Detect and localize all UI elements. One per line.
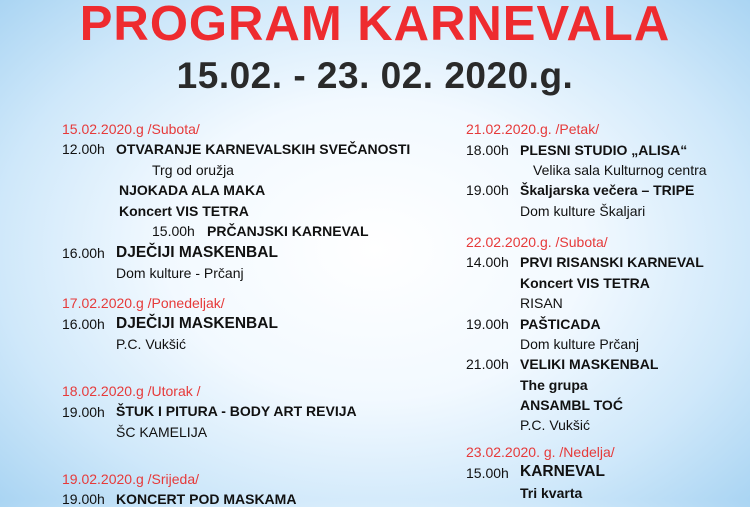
event-location: Dom kulture Škaljari <box>520 203 646 219</box>
event-title: DJEČIJI MASKENBAL <box>116 315 278 332</box>
event-title: PAŠTICADA <box>520 316 601 332</box>
event-location: Dom kulture - Prčanj <box>116 265 244 281</box>
event-location: Dom kulture Prčanj <box>520 336 640 352</box>
page-title: PROGRAM KARNEVALA <box>79 0 671 51</box>
event-time: 19.00h <box>466 316 509 332</box>
event-time: 15.00h <box>466 465 509 481</box>
day-date: 18.02.2020.g /Utorak / <box>62 383 201 399</box>
day-date: 19.02.2020.g /Srijeda/ <box>62 471 199 487</box>
day-date: 21.02.2020.g. /Petak/ <box>466 121 600 137</box>
event-time: 19.00h <box>466 182 509 198</box>
day-date: 15.02.2020.g /Subota/ <box>62 121 200 137</box>
event-title: KONCERT POD MASKAMA <box>116 491 297 507</box>
event-title: Koncert VIS TETRA <box>520 275 650 291</box>
event-title: Škaljarska večera – TRIPE <box>520 182 695 198</box>
event-time: 16.00h <box>62 316 105 332</box>
event-title: ANSAMBL TOĆ <box>520 397 623 413</box>
event-dates: 15.02. - 23. 02. 2020.g. <box>176 55 574 96</box>
event-title: Koncert VIS TETRA <box>119 203 249 219</box>
day-date: 22.02.2020.g. /Subota/ <box>466 234 608 250</box>
day-date: 23.02.2020. g. /Nedelja/ <box>466 444 615 460</box>
event-time: 15.00h <box>152 223 195 239</box>
event-time: 14.00h <box>466 254 509 270</box>
event-title: Tri kvarta <box>520 485 583 501</box>
event-time: 12.00h <box>62 141 105 157</box>
event-location: ŠC KAMELIJA <box>116 424 208 440</box>
event-time: 18.00h <box>466 142 509 158</box>
event-title: OTVARANJE KARNEVALSKIH SVEČANOSTI <box>116 141 411 157</box>
event-title: PRVI RISANSKI KARNEVAL <box>520 254 704 270</box>
day-date: 17.02.2020.g /Ponedeljak/ <box>62 295 225 311</box>
event-title: ŠTUK I PITURA - BODY ART REVIJA <box>116 403 357 419</box>
event-time: 19.00h <box>62 404 105 420</box>
event-title: KARNEVAL <box>520 463 605 480</box>
event-title: DJEČIJI MASKENBAL <box>116 244 278 261</box>
event-title: NJOKADA ALA MAKA <box>119 182 266 198</box>
event-title: The grupa <box>520 377 588 393</box>
event-location: P.C. Vukšić <box>116 336 187 352</box>
event-time: 21.00h <box>466 356 509 372</box>
event-time: 19.00h <box>62 491 105 507</box>
event-title: PRČANJSKI KARNEVAL <box>207 223 369 239</box>
event-title: PLESNI STUDIO „ALISA“ <box>520 142 688 158</box>
event-location: RISAN <box>520 295 563 311</box>
event-title: VELIKI MASKENBAL <box>520 356 659 372</box>
event-location: Trg od oružja <box>152 162 234 178</box>
event-time: 16.00h <box>62 245 105 261</box>
event-location: Velika sala Kulturnog centra <box>533 162 707 178</box>
event-location: P.C. Vukšić <box>520 417 591 433</box>
